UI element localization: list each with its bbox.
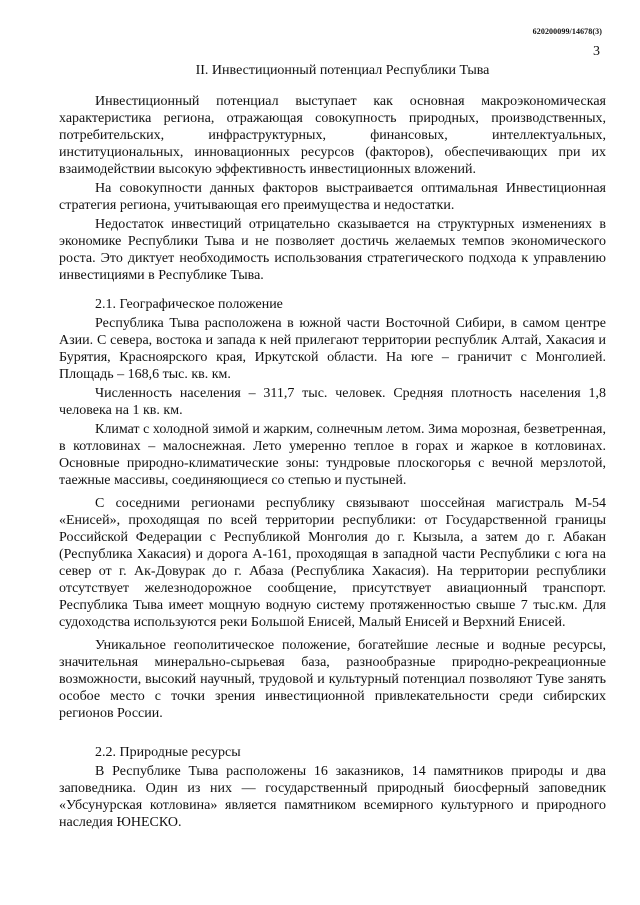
geography-paragraph: Республика Тыва расположена в южной части Восточной Сибири, в самом центре Азии. С севера, востока и запада к ней прилегают территории республик Алтай, Хакасия и Бурятия, Красноярского края, Иркутской области. На юге – граничит с Монголией. Площадь – 168,6 тыс. кв. км. <box>59 316 606 382</box>
intro-paragraph: Инвестиционный потенциал выступает как основная макроэкономическая характеристика региона, отражающая совокупность природных, производственных, потребительских, инфраструктурных, финансовых, интеллектуальных, институциональных, инновационных ресурсов (факторов), обеспечивающих при их взаимодействии высокую эффективность инвестиционных вложений. <box>59 94 606 177</box>
resources-heading: 2.2. Природные ресурсы <box>95 745 241 760</box>
section-title: II. Инвестиционный потенциал Республики Тыва <box>195 63 490 78</box>
geography-paragraph: Климат с холодной зимой и жарким, солнечным летом. Зима морозная, безветренная, в котловинах – малоснежная. Лето умеренно теплое в горах и жаркое в котловинах. Основные природно-климатические зоны: тундровые плоскогорья с вечной мерзлотой, таежные массивы, соединяющиеся со степью и пустыней. <box>59 422 606 488</box>
document-code: 620200099/14678(3) <box>532 27 602 36</box>
geography-paragraph: Численность населения – 311,7 тыс. человек. Средняя плотность населения 1,8 человека на 1 кв. км. <box>59 386 606 418</box>
page-number: 3 <box>593 44 600 59</box>
intro-paragraph: На совокупности данных факторов выстраивается оптимальная Инвестиционная стратегия региона, учитывающая его преимущества и недостатки. <box>59 181 606 213</box>
geography-paragraph: Уникальное геополитическое положение, богатейшие лесные и водные ресурсы, значительная минерально-сырьевая база, разнообразные природно-рекреационные возможности, высокий научный, трудовой и культурный потенциал позволяют Туве занять особое место с точки зрения инвестиционной привлекательности среди сибирских регионов России. <box>59 638 606 721</box>
geography-heading: 2.1. Географическое положение <box>95 297 283 312</box>
document-body <box>59 62 606 833</box>
resources-paragraph: В Республике Тыва расположены 16 заказников, 14 памятников природы и два заповедника. Один из них — государственный природный биосферный заповедник «Убсунурская котловина» является памятником всемирного культурного и природного наследия ЮНЕСКО. <box>59 764 606 830</box>
geography-paragraph: С соседними регионами республику связывают шоссейная магистраль М-54 «Енисей», проходящая по всей территории республики: от Государственной границы Российской Федерации с Республикой Монголия до г. Кызыла, а затем до г. Абакан (Республика Хакасия) и дорога А-161, проходящая в западной части Республики с юга на север от г. Ак-Довурак до г. Абаза (Республика Хакасия). На территории республики отсутствует железнодорожное сообщение, присутствует авиационный транспорт. Республика Тыва имеет мощную водную систему протяженностью свыше 7 тыс.км. Для судоходства используются реки Большой Енисей, Малый Енисей и Верхний Енисей. <box>59 496 606 630</box>
intro-paragraph: Недостаток инвестиций отрицательно сказывается на структурных изменениях в экономике Республики Тыва и не позволяет достичь желаемых темпов экономического роста. Это диктует необходимость использования стратегического подхода к управлению инвестициями в Республике Тыва. <box>59 217 606 283</box>
